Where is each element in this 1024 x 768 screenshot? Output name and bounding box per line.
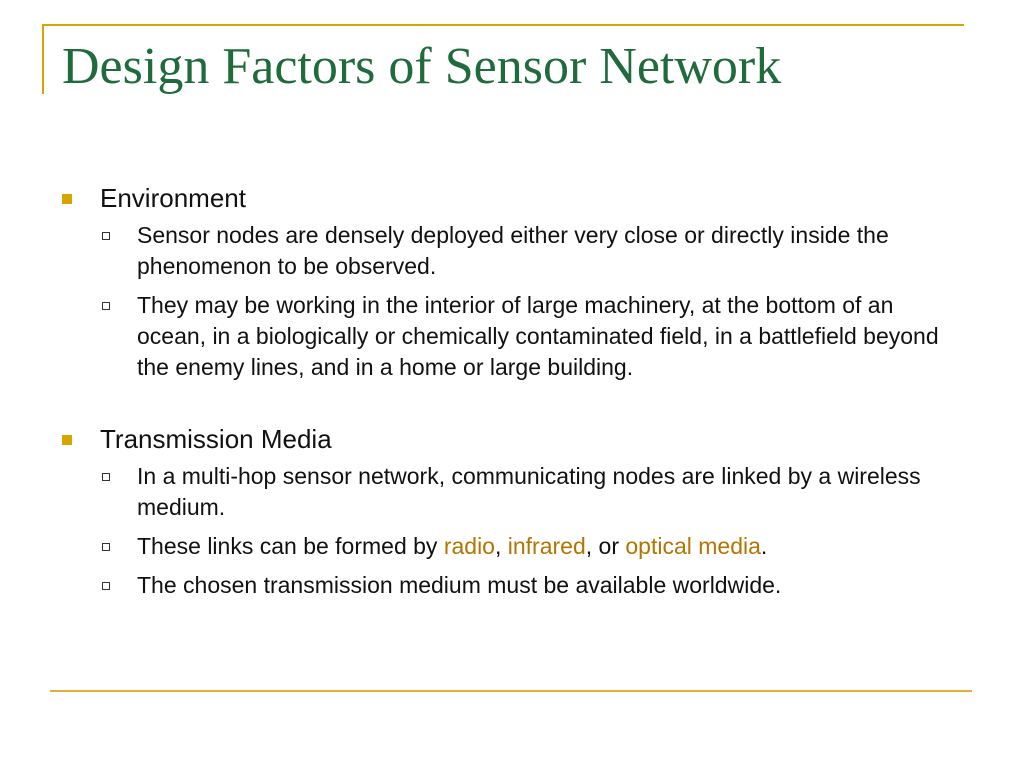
sub-bullet-text: In a multi-hop sensor network, communicating nodes are linked by a wireless medium. xyxy=(137,463,921,520)
sub-bullet-item xyxy=(62,290,962,383)
text-segment: , xyxy=(494,533,508,559)
hollow-square-bullet-icon xyxy=(102,302,110,310)
sub-bullet-text: They may be working in the interior of large machinery, at the bottom of an ocean, in a biologically or chemically contaminated field, in a battlefield beyond the enemy lines, and in a home or large building. xyxy=(137,292,939,380)
highlight-term-radio: radio xyxy=(443,533,495,559)
hollow-square-bullet-icon xyxy=(102,543,110,551)
sub-bullet-text xyxy=(137,533,767,559)
sub-bullet-list xyxy=(62,461,962,601)
text-segment: , or xyxy=(585,533,626,559)
square-bullet-icon xyxy=(62,194,72,204)
hollow-square-bullet-icon xyxy=(102,473,110,481)
highlight-term-infrared: infrared xyxy=(507,533,586,559)
section-environment xyxy=(62,182,962,383)
sub-bullet-text: Sensor nodes are densely deployed either very close or directly inside the phenomenon to be observed. xyxy=(137,222,889,279)
highlight-term-optical-media: optical media xyxy=(625,533,761,559)
bottom-rule xyxy=(50,690,972,692)
sub-bullet-item xyxy=(62,570,962,601)
slide-title: Design Factors of Sensor Network xyxy=(62,38,782,95)
square-bullet-icon xyxy=(62,435,72,445)
text-segment: These links can be formed by xyxy=(137,533,444,559)
sub-bullet-list xyxy=(62,220,962,383)
left-rule xyxy=(42,24,44,94)
sub-bullet-item xyxy=(62,531,962,562)
hollow-square-bullet-icon xyxy=(102,232,110,240)
top-rule xyxy=(42,24,964,26)
slide-body xyxy=(62,182,962,609)
sub-bullet-item xyxy=(62,220,962,282)
section-heading: Environment xyxy=(100,183,246,213)
section-heading: Transmission Media xyxy=(100,424,332,454)
text-segment: . xyxy=(760,533,768,559)
section-transmission-media xyxy=(62,423,962,601)
sub-bullet-text: The chosen transmission medium must be available worldwide. xyxy=(137,572,782,598)
bullet-item xyxy=(62,182,962,214)
hollow-square-bullet-icon xyxy=(102,582,110,590)
bullet-item xyxy=(62,423,962,455)
sub-bullet-item xyxy=(62,461,962,523)
